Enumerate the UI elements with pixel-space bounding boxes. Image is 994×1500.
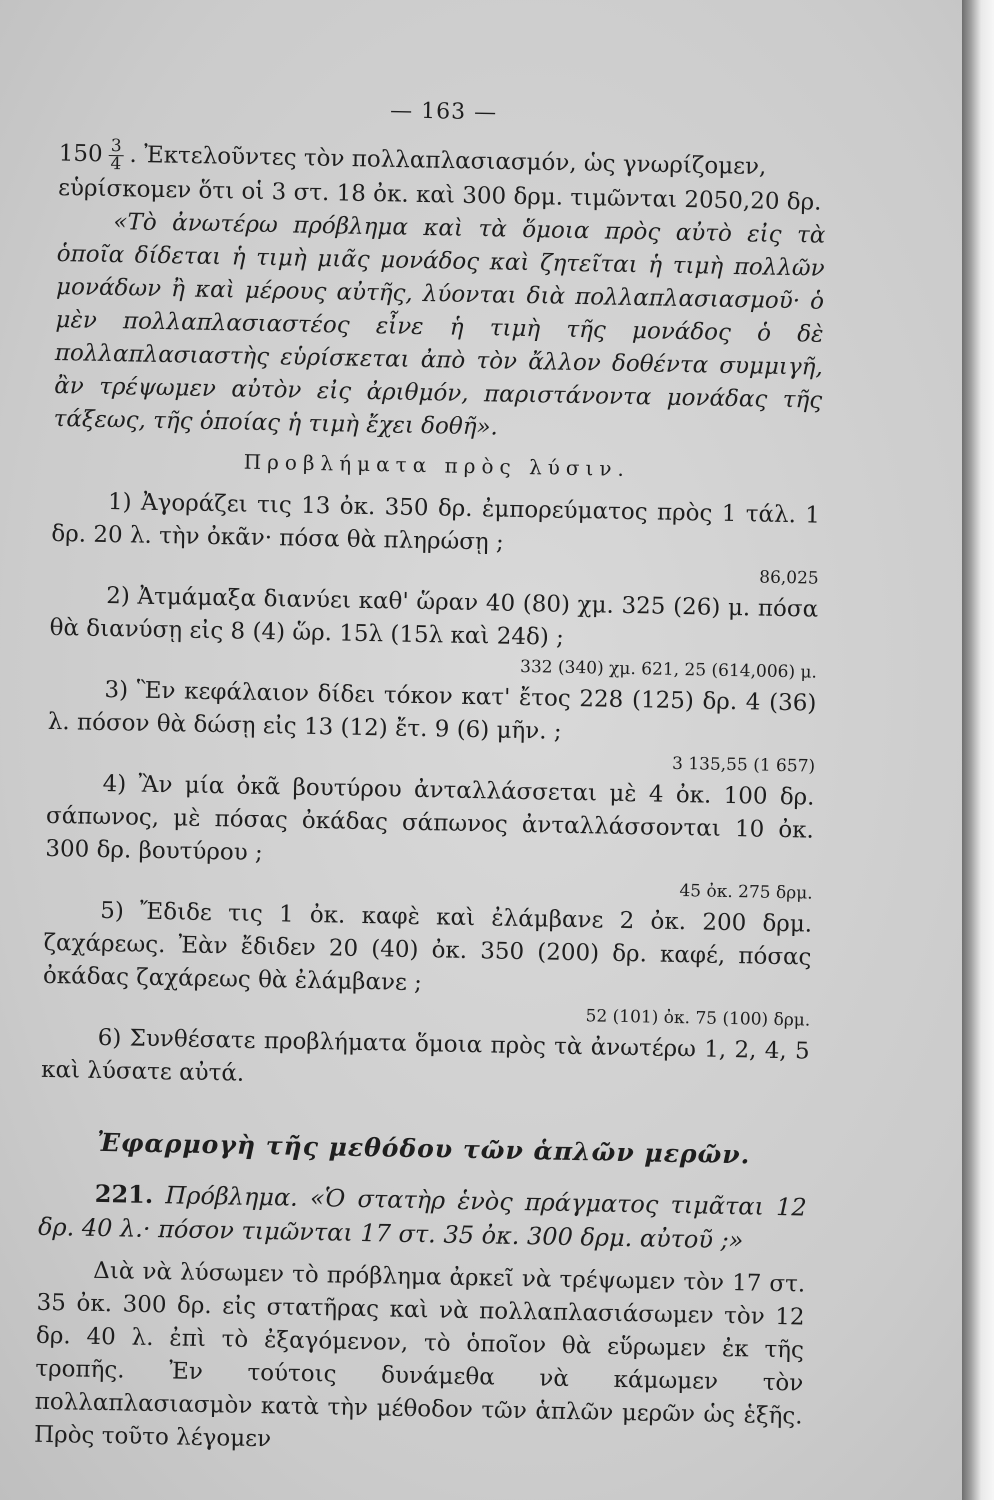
- exercise-answer: 52 (101) ὀκ. 75 (100) δρμ.: [585, 1006, 811, 1031]
- exercise-item: [49, 579, 819, 686]
- exercise-text: 6) Συνθέσατε προβλήματα ὅμοια πρὸς τὰ ἀνωτέρω 1, 2, 4, 5 καὶ λύσατε αὐτά.: [40, 1024, 810, 1087]
- exercise-item: [45, 767, 815, 907]
- exercise-item: [51, 485, 821, 592]
- solution-paragraph: Διὰ νὰ λύσωμεν τὸ πρόβλημα ἀρκεῖ νὰ τρέψωμεν τὸν 17 στ. 35 ὀκ. 300 δρ. εἰς στατῆρας καὶ νὰ πολλαπλασιάσωμεν τὸν 12 δρ. 40 λ. ἐπὶ τὸ ἐξαγόμενον, τὸ ὁποῖον θὰ εὕρωμεν ἐκ τῆς τροπῆς. Ἐν τούτοις δυνάμεθα νὰ κάμωμεν τὸν πολλαπλασιασμὸν κατὰ τὴν μέθοδον τῶν ἁπλῶν μερῶν ὡς ἑξῆς. Πρὸς τοῦτο λέγομεν: [33, 1257, 806, 1453]
- exercise-item: [47, 673, 817, 780]
- exercise-text: 2) Ἀτμάμαξα διανύει καθ' ὥραν 40 (80) χμ. 325 (26) μ. πόσα θὰ διανύσῃ εἰς 8 (4) ὥρ. 15λ (15λ καὶ 24δ) ;: [49, 582, 819, 651]
- exercises-heading: Προβλήματα πρὸς λύσιν.: [243, 449, 631, 482]
- problem-paragraph: [38, 1176, 807, 1259]
- section-title: Ἐφαρμογὴ τῆς μεθόδου τῶν ἁπλῶν μερῶν.: [96, 1127, 751, 1170]
- page-number: — 163 —: [389, 98, 498, 126]
- intro-whole: 150: [58, 140, 103, 168]
- problem-label: Πρόβλημα.: [165, 1181, 299, 1212]
- exercise-answer: 332 (340) χμ. 621, 25 (614,006) μ.: [519, 656, 818, 683]
- intro-text: . Ἐκτελοῦντες τὸν πολλαπλασιασμόν, ὡς γνωρίζομεν,: [129, 141, 767, 181]
- exercise-item: [42, 894, 812, 1034]
- problem-text: «Ὁ στατὴρ ἑνὸς πράγματος τιμᾶται 12 δρ. 40 λ.· πόσον τιμῶνται 17 στ. 35 ὀκ. 300 δρμ. αὐτοῦ ;»: [37, 1184, 807, 1255]
- rule-paragraph: «Τὸ ἀνωτέρω πρόβλημα καὶ τὰ ὅμοια πρὸς αὐτὸ εἰς τὰ ὁποῖα δίδεται ἡ τιμὴ μιᾶς μονάδος καὶ ζητεῖται ἡ τιμὴ πολλῶν μονάδων ἢ καὶ μέρους αὐτῆς, λύονται διὰ πολλαπλασιασμοῦ· ὁ μὲν πολλαπλασιαστέος εἶνε ἡ τιμὴ τῆς μονάδος ὁ δὲ πολλαπλασιαστὴς εὑρίσκεται ἀπὸ τὸν ἄλλον δοθέντα συμμιγῆ, ἂν τρέψωμεν αὐτὸν εἰς ἀριθμόν, παριστάνοντα μονάδας τῆς τάξεως, τῆς ὁποίας ἡ τιμὴ ἔχει δοθῆ».: [53, 209, 826, 441]
- exercise-answer: 3 135,55 (1 657): [671, 753, 816, 777]
- exercise-text: 5) Ἔδιδε τις 1 ὀκ. καφὲ καὶ ἐλάμβανε 2 ὀκ. 200 δρμ. ζαχάρεως. Ἐὰν ἔδιδεν 20 (40) ὀκ. 350 (200) δρ. καφέ, πόσας ὀκάδας ζαχάρεως θὰ ἐλάμβανε ;: [42, 897, 813, 997]
- exercise-list: [41, 485, 820, 1102]
- intro-fraction: [108, 135, 123, 175]
- problem-number: 221.: [94, 1178, 154, 1209]
- fraction-numerator: 3: [110, 135, 122, 157]
- exercise-answer: 45 ὀκ. 275 δρμ.: [679, 881, 813, 904]
- fraction-denominator: 4: [110, 153, 122, 175]
- page-text: [34, 88, 828, 1466]
- intro-line-2: εὑρίσκομεν ὅτι οἱ 3 στ. 18 ὀκ. καὶ 300 δρμ. τιμῶνται 2050,20 δρ.: [57, 174, 822, 216]
- page-edge: [962, 0, 994, 1500]
- exercise-answer: 86,025: [759, 567, 819, 589]
- exercise-text: 4) Ἂν μία ὀκᾶ βουτύρου ἀνταλλάσσεται μὲ 4 ὀκ. 100 δρ. σάπωνος, μὲ πόσας ὀκάδας σάπωνος ἀνταλλάσσονται 10 ὀκ. 300 δρ. βουτύρου ;: [45, 770, 815, 867]
- exercise-text: 1) Ἀγοράζει τις 13 ὀκ. 350 δρ. ἐμπορεύματος πρὸς 1 τάλ. 1 δρ. 20 λ. τὴν ὀκᾶν· πόσα θὰ πληρώσῃ ;: [51, 489, 821, 556]
- exercise-text: 3) Ἓν κεφάλαιον δίδει τόκον κατ' ἔτος 228 (125) δρ. 4 (36) λ. πόσον θὰ δώσῃ εἰς 13 (12) ἔτ. 9 (6) μῆν. ;: [47, 676, 817, 745]
